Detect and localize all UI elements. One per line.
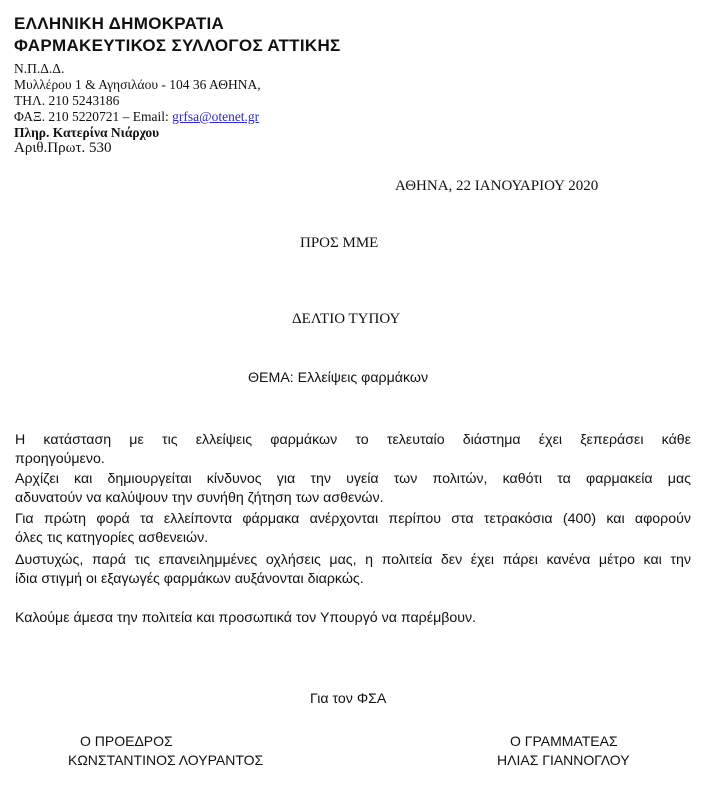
letterhead-phone: ΤΗΛ. 210 5243186	[14, 93, 120, 108]
paragraph-2-line-2: αδυνατούν να καλύψουν την συνήθη ζήτηση των ασθενών.	[15, 490, 384, 506]
paragraph-1-line-1: Η κατάσταση με τις ελλείψεις φαρμάκων το τελευταίο διάστημα έχει ξεπεράσει κάθε	[15, 432, 691, 448]
letterhead-fax-email	[14, 108, 259, 125]
subject: ΘΕΜΑ: Ελλείψεις φαρμάκων	[248, 370, 429, 386]
paragraph-2-line-1: Αρχίζει και δημιουργείται κίνδυνος για την υγεία των πολιτών, καθότι τα φαρμακεία μας	[15, 471, 691, 487]
letterhead-legal-form: Ν.Π.Δ.Δ.	[14, 61, 65, 76]
date-line: ΑΘΗΝΑ, 22 ΙΑΝΟΥΑΡΙΟΥ 2020	[395, 178, 599, 194]
letterhead-contact: Πληρ. Κατερίνα Νιάρχου	[14, 125, 160, 140]
fax-email-prefix: ΦΑΞ. 210 5220721 – Email:	[14, 109, 173, 124]
paragraph-3-line-1: Για πρώτη φορά τα ελλείποντα φάρμακα ανέρχονται περίπου στα τετρακόσια (400) και αφορούν	[15, 511, 691, 527]
letterhead-address: Μυλλέρου 1 & Αγησιλάου - 104 36 ΑΘΗΝΑ,	[14, 77, 261, 92]
signature-for-org: Για τον ΦΣΑ	[310, 691, 387, 707]
secretary-name: ΗΛΙΑΣ ΓΙΑΝΝΟΓΛΟΥ	[497, 752, 630, 768]
email-link[interactable]: grfsa@otenet.gr	[172, 109, 260, 124]
paragraph-5: Καλούμε άμεσα την πολιτεία και προσωπικά τον Υπουργό να παρέμβουν.	[15, 610, 477, 626]
president-name: ΚΩΝΣΤΑΝΤΙΝΟΣ ΛΟΥΡΑΝΤΟΣ	[68, 752, 264, 768]
document-type: ΔΕΛΤΙΟ ΤΥΠΟΥ	[292, 311, 401, 327]
letterhead-republic: ΕΛΛΗΝΙΚΗ ΔΗΜΟΚΡΑΤΙΑ	[14, 14, 225, 33]
recipient: ΠΡΟΣ ΜΜΕ	[300, 235, 379, 251]
letterhead-association: ΦΑΡΜΑΚΕΥΤΙΚΟΣ ΣΥΛΛΟΓΟΣ ΑΤΤΙΚΗΣ	[14, 36, 341, 55]
paragraph-3-line-2: όλες τις κατηγορίες ασθενειών.	[15, 530, 209, 546]
secretary-title: Ο ΓΡΑΜΜΑΤΕΑΣ	[510, 733, 618, 749]
paragraph-1-line-2: προηγούμενο.	[15, 451, 105, 467]
protocol-number: Αριθ.Πρωτ. 530	[14, 140, 112, 156]
paragraph-4-line-1: Δυστυχώς, παρά τις επανειλημμένες οχλήσεις μας, η πολιτεία δεν έχει πάρει κανένα μέτρο και την	[15, 552, 691, 568]
president-title: Ο ΠΡΟΕΔΡΟΣ	[80, 733, 173, 749]
paragraph-4-line-2: ίδια στιγμή οι εξαγωγές φαρμάκων αυξάνονται διαρκώς.	[15, 571, 364, 587]
